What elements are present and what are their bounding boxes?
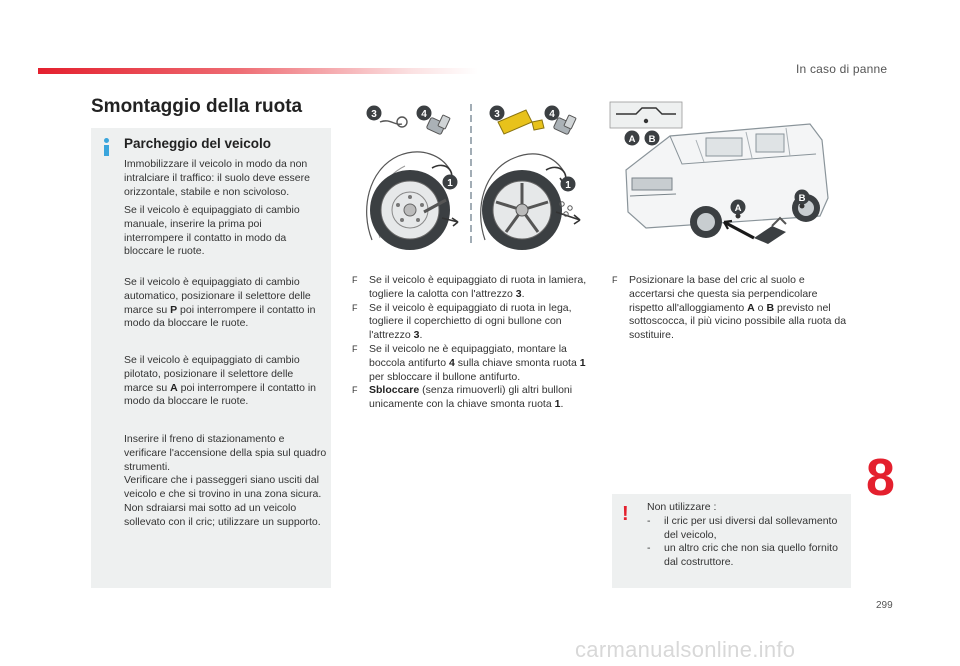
svg-text:A: A [734,203,742,214]
svg-text:B: B [798,193,806,204]
wheel-tools-illustration [350,100,590,250]
section-title: In caso di panne [796,62,888,76]
svg-text:1: 1 [447,178,453,189]
page-title: Smontaggio della ruota [91,96,303,117]
label-badge-3-right [490,106,505,121]
jack-placement-steps [612,274,848,343]
label-badge-3-left [367,106,382,121]
watermark: carmanualsonline.info [575,637,796,662]
panel-paragraph-2: Se il veicolo è equipaggiato di cambio manuale, inserire la prima poi interrompere il contatto in modo da bloccare le ruote. [124,204,300,258]
svg-text:1: 1 [565,180,571,191]
label-badge-b-inset [645,131,660,146]
header-accent-bar [38,68,478,74]
step-3: F Se il veicolo ne è equipaggiato, montare la boccola antifurto 4 sulla chiave smonta ruota 1 per sbloccare il bullone antifurto. [352,342,586,383]
chapter-number: 8 [866,449,895,507]
warning-item-1: - il cric per usi diversi dal sollevamento del veicolo, [647,514,838,541]
wheel-removal-steps [352,274,592,412]
panel-paragraph-1: Immobilizzare il veicolo in modo da non intralciare il traffico: il suolo deve essere orizzontale, stabile e non scivoloso. [124,158,310,198]
svg-text:B: B [648,134,656,145]
page-number: 299 [876,600,893,611]
step-1: F Se il veicolo è equipaggiato di ruota in lamiera, togliere la calotta con l'attrezzo 3. [352,274,587,300]
svg-text:A: A [628,134,636,145]
label-badge-a-van [731,200,746,215]
panel-heading: Parcheggio del veicolo [124,136,272,151]
svg-text:3: 3 [371,109,377,120]
label-badge-4-left [417,106,432,121]
warning-text: Non utilizzare : - il cric per usi diversi dal sollevamento del veicolo, - un altro cric che non sia quello fornito dal costruttore. [647,501,847,570]
svg-text:3: 3 [494,109,500,120]
step-4: F Sbloccare (senza rimuoverli) gli altri bulloni unicamente con la chiave smonta ruota 1. [352,384,573,411]
warning-item-2: - un altro cric che non sia quello fornito dal costruttore. [647,542,838,569]
svg-text:4: 4 [549,109,555,120]
jack-step-1: F Posizionare la base del cric al suolo e accertarsi che questa sia perpendicolare rispetto all'alloggiamento A o B previsto nel sottoscocca, il più vicino possibile alla ruota da sostituire. [612,274,847,342]
label-badge-1-right [561,177,576,192]
panel-paragraph-4: Se il veicolo è equipaggiato di cambio pilotato, posizionare il selettore delle marce su A poi interrompere il contatto in modo da bloccare le ruote. [124,354,317,408]
warning-icon: ! [622,503,629,525]
svg-text:4: 4 [421,109,427,120]
label-badge-4-right [545,106,560,121]
panel-paragraph-5: Inserire il freno di stazionamento e verificare l'accensione della spia sul quadro strumenti. Verificare che i passeggeri siano usciti dal veicolo e che si trovino in una zona sicura. Non sdraiarsi mai sotto ad un veicolo sollevato con il cric; utilizzare un supporto. [124,433,327,528]
panel-paragraph-3: Se il veicolo è equipaggiato di cambio automatico, posizionare il selettore delle marce su P poi interrompere il contatto in modo da bloccare le ruote. [124,276,316,330]
jack-icon [754,226,786,244]
label-badge-a-inset [625,131,640,146]
info-icon [100,138,114,156]
van-jack-illustration [606,100,851,250]
label-badge-b-van [795,190,810,205]
label-badge-1-left [443,175,458,190]
step-2: F Se il veicolo è equipaggiato di ruota in lega, togliere il coperchietto di ogni bullone con l'attrezzo 3. [352,301,572,342]
